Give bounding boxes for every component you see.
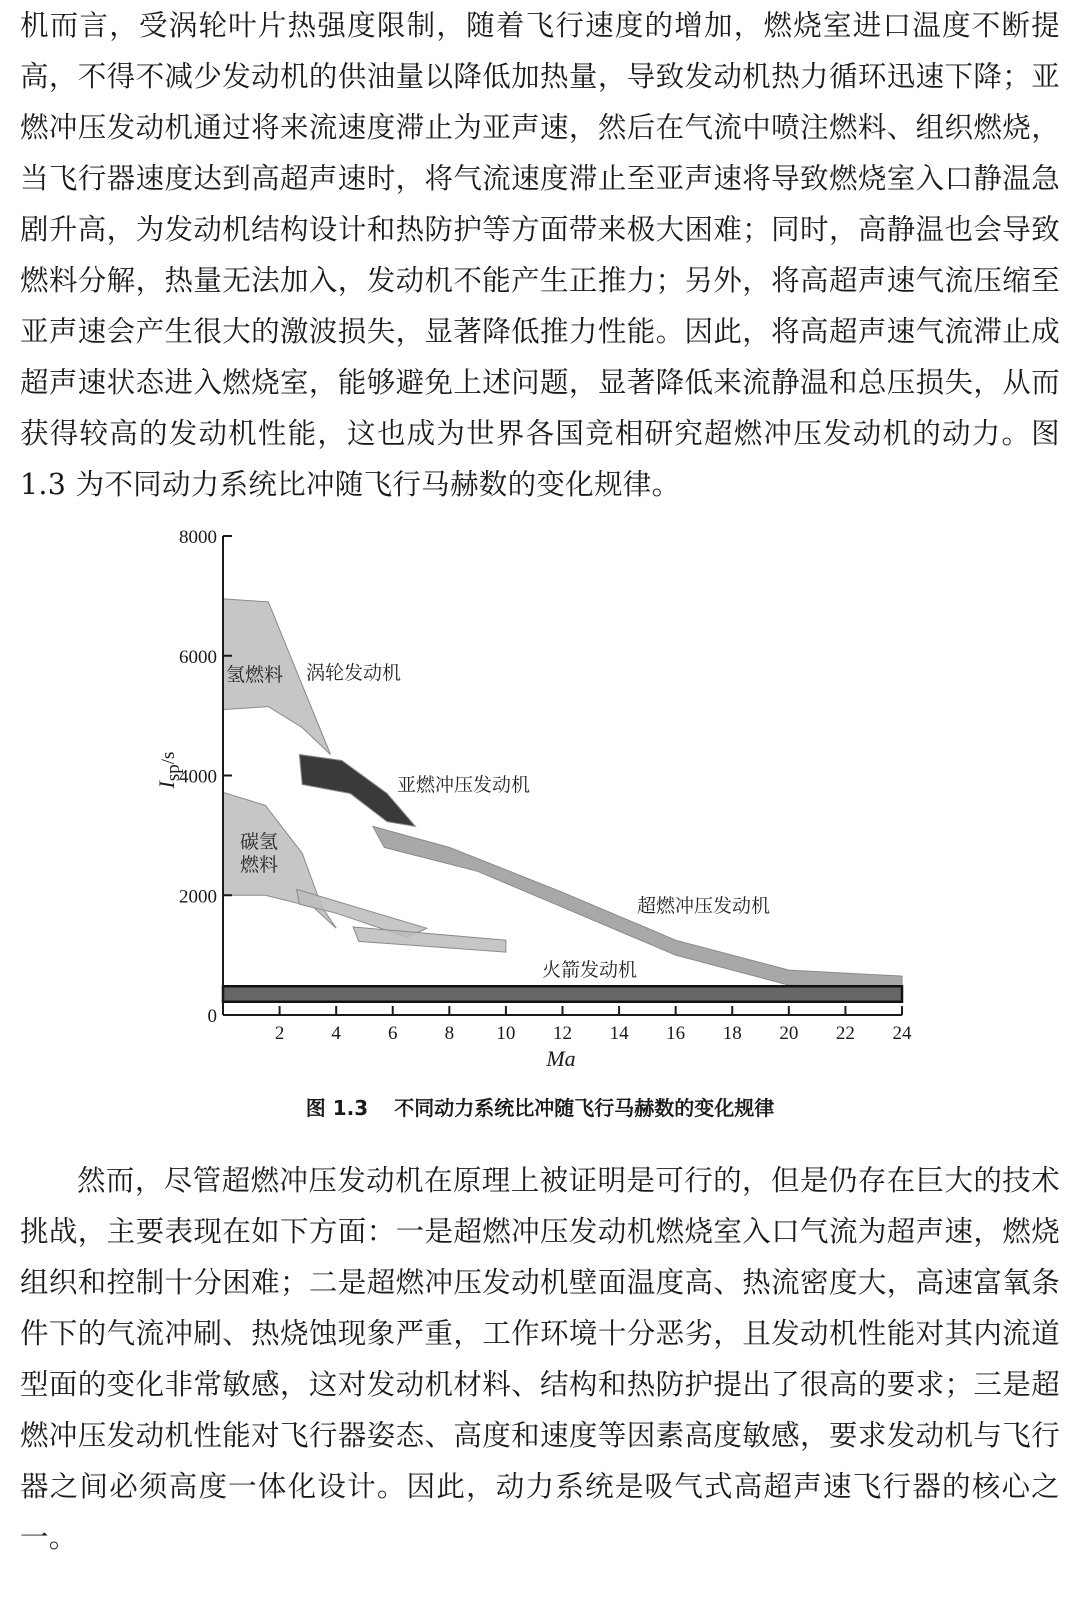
x-tick-label-20: 20 [779,1023,799,1044]
label-hydrogen-fuel: 氢燃料 [226,664,284,686]
y-tick-label-0: 0 [207,1006,217,1027]
x-tick-label-24: 24 [892,1023,912,1044]
label-hydrocarbon-fuel-line2: 燃料 [240,854,279,876]
y-tick-label-4000: 4000 [179,766,217,788]
isp-vs-mach-chart [130,520,950,1080]
figure-caption [0,1092,1080,1121]
x-tick-label-18: 18 [722,1023,742,1044]
y-axis-title-unit: /s [158,751,179,765]
x-tick-label-4: 4 [331,1023,341,1044]
x-tick-label-22: 22 [835,1023,855,1044]
caption-text: 不同动力系统比冲随飞行马赫数的变化规律 [394,1096,775,1120]
x-tick-label-8: 8 [444,1023,455,1044]
label-hydrocarbon-fuel-line1: 碳氢 [240,831,279,853]
y-axis-title-sub: sp [163,764,184,782]
paragraph-1: 机而言，受涡轮叶片热强度限制，随着飞行速度的增加，燃烧室进口温度不断提高，不得不减少发动机的供油量以降低加热量，导致发动机热力循环迅速下降；亚燃冲压发动机通过将来流速度滞止为亚声速，然后在气流中喷注燃料、组织燃烧，当飞行器速度达到高超声速时，将气流速度滞止至亚声速将导致燃烧室入口静温急剧升高，为发动机结构设计和热防护等方面带来极大困难；同时，高静温也会导致燃料分解，热量无法加入，发动机不能产生正推力；另外，将高超声速气流压缩至亚声速会产生很大的激波损失，显著降低推力性能。因此，将高超声速气流滞止成超声速状态进入燃烧室，能够避免上述问题，显著降低来流静温和总压损失，从而获得较高的发动机性能，这也成为世界各国竞相研究超燃冲压发动机的动力。图 1.3 为不同动力系统比冲随飞行马赫数的变化规律。 [20,9,1060,501]
figure-1-3 [130,520,950,1110]
x-tick-label-16: 16 [666,1023,686,1044]
caption-number: 图 1.3 [305,1096,369,1120]
y-axis-title-main: I [154,781,179,789]
x-tick-label-6: 6 [388,1023,398,1044]
y-tick-label-6000: 6000 [179,646,217,668]
x-tick-label-14: 14 [609,1023,629,1044]
label-turbine-engine: 涡轮发动机 [306,662,402,684]
label-rocket: 火箭发动机 [542,959,638,981]
x-tick-label-12: 12 [553,1023,572,1044]
y-tick-label-8000: 8000 [179,527,217,548]
label-ramjet: 亚燃冲压发动机 [397,774,531,796]
paragraph-2: 然而，尽管超燃冲压发动机在原理上被证明是可行的，但是仍存在巨大的技术挑战，主要表现在如下方面：一是超燃冲压发动机燃烧室入口气流为超声速，燃烧组织和控制十分困难；二是超燃冲压发动机壁面温度高、热流密度大，高速富氧条件下的气流冲刷、热烧蚀现象严重，工作环境十分恶劣，且发动机性能对其内流道型面的变化非常敏感，这对发动机材料、结构和热防护提出了很高的要求；三是超燃冲压发动机性能对飞行器姿态、高度和速度等因素高度敏感，要求发动机与飞行器之间必须高度一体化设计。因此，动力系统是吸气式高超声速飞行器的核心之一。 [20,1164,1060,1554]
y-tick-label-2000: 2000 [179,886,217,908]
label-scramjet: 超燃冲压发动机 [637,895,771,917]
chart-areas [223,599,902,1002]
area-series-6 [223,986,902,1002]
area-series-5 [353,927,506,952]
x-tick-label-10: 10 [496,1023,516,1044]
x-tick-label-2: 2 [274,1023,285,1044]
x-axis-title: Ma [546,1046,576,1071]
